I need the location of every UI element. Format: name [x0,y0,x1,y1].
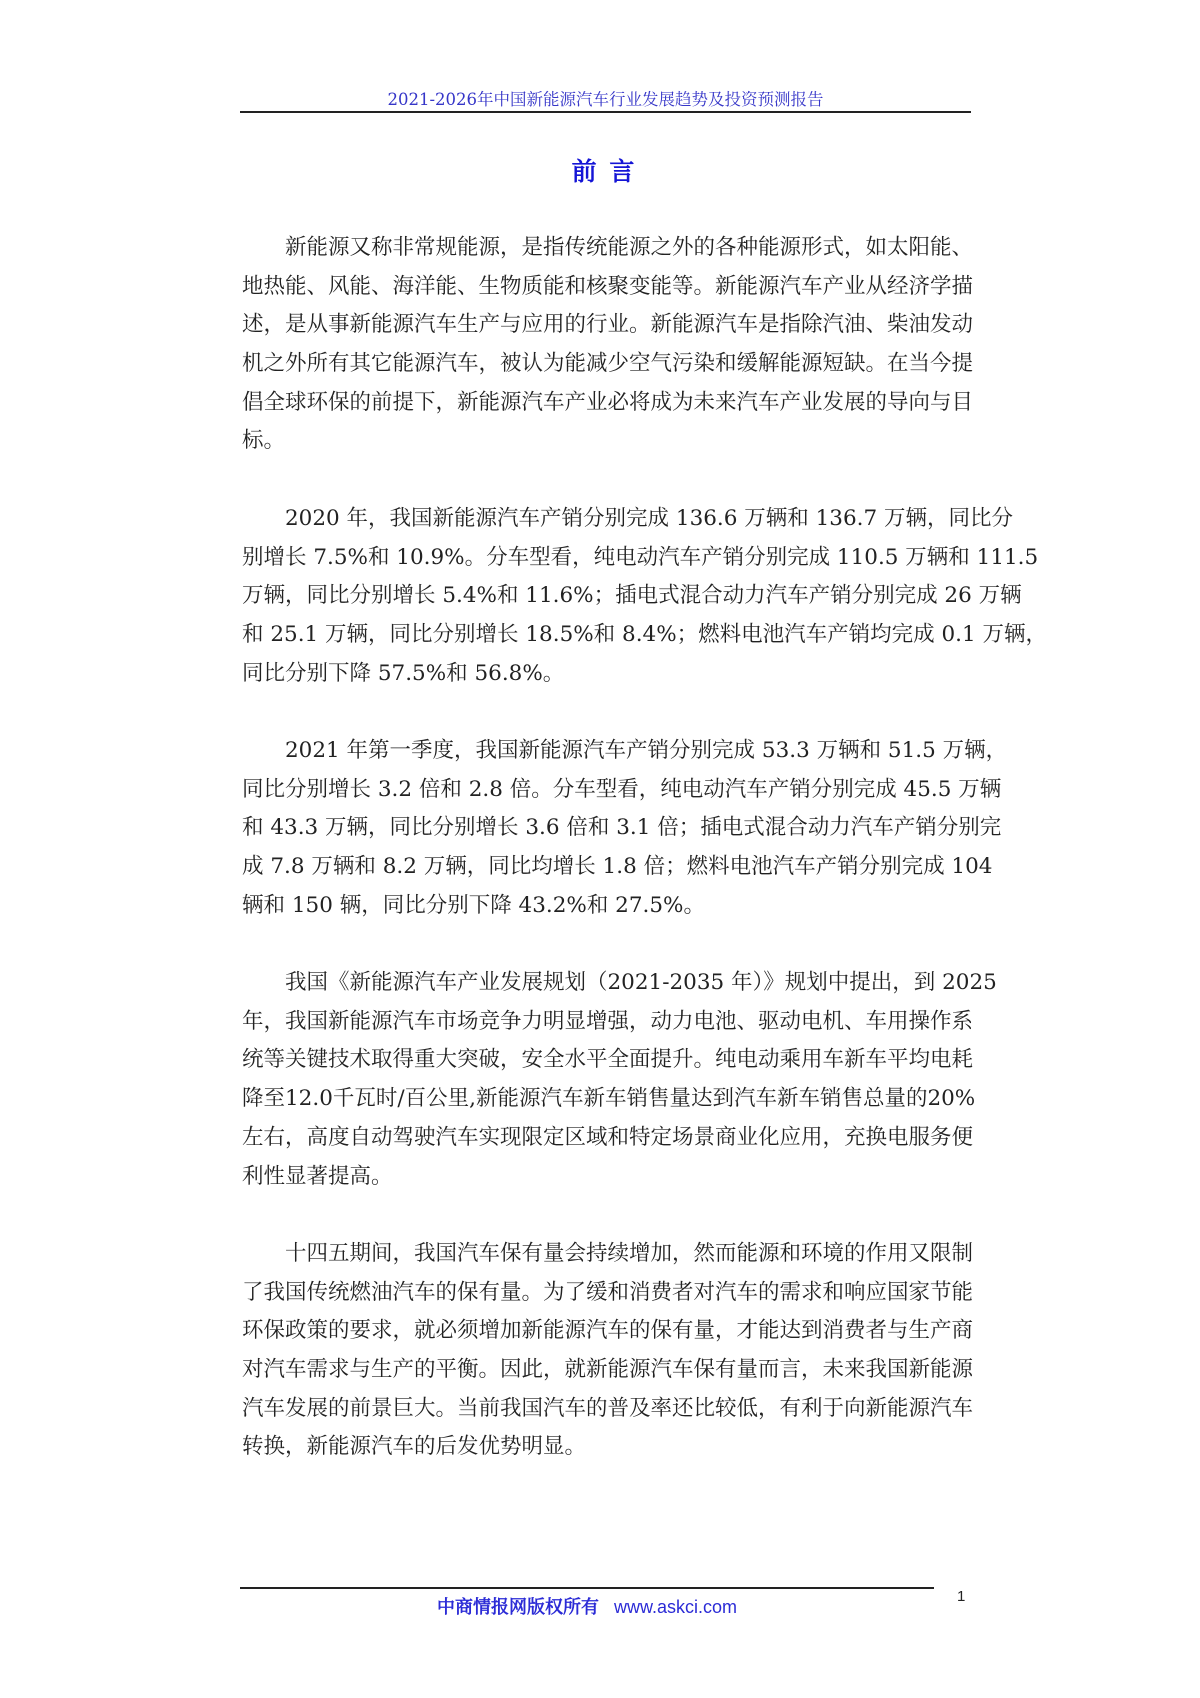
paragraph-line: 述，是从事新能源汽车生产与应用的行业。新能源汽车是指除汽油、柴油发动 [242,312,974,338]
footer-divider [240,1587,934,1589]
paragraph [242,229,974,461]
paragraph-line: 了我国传统燃油汽车的保有量。为了缓和消费者对汽车的需求和响应国家节能 [242,1279,974,1305]
paragraph-line: 别增长 7.5%和 10.9%。分车型看，纯电动汽车产销分别完成 110.5 万辆和 111.5 [242,544,1039,570]
paragraph-line: 对汽车需求与生产的平衡。因此，就新能源汽车保有量而言，未来我国新能源 [242,1356,974,1382]
paragraph-line: 和 43.3 万辆，同比分别增长 3.6 倍和 3.1 倍；插电式混合动力汽车产销分别完 [242,815,1002,841]
paragraph [242,500,1047,693]
running-header: 2021-2026年中国新能源汽车行业发展趋势及投资预测报告 [387,90,824,109]
footer-url-link[interactable]: www.askci.com [613,1597,738,1617]
page-number: 1 [957,1588,966,1605]
paragraph-line: 倡全球环保的前提下，新能源汽车产业必将成为未来汽车产业发展的导向与目 [242,389,974,415]
paragraph-line: 2021 年第一季度，我国新能源汽车产销分别完成 53.3 万辆和 51.5 万辆， [285,737,1008,763]
paragraph-line: 辆和 150 辆，同比分别下降 43.2%和 27.5%。 [242,892,705,918]
paragraph-line: 利性显著提高。 [242,1163,393,1189]
paragraph-line: 年，我国新能源汽车市场竞争力明显增强，动力电池、驱动电机、车用操作系 [242,1008,974,1034]
document-body [242,229,1047,1506]
paragraph-line: 万辆，同比分别增长 5.4%和 11.6%；插电式混合动力汽车产销分别完成 26 万辆 [242,583,1022,609]
paragraph-line: 统等关键技术取得重大突破，安全水平全面提升。纯电动乘用车新车平均电耗 [242,1047,974,1073]
footer [240,1593,934,1619]
paragraph [242,1235,974,1467]
paragraph-line: 成 7.8 万辆和 8.2 万辆，同比均增长 1.8 倍；燃料电池汽车产销分别完成 104 [242,854,993,879]
paragraph [242,732,1008,925]
paragraph-line: 同比分别增长 3.2 倍和 2.8 倍。分车型看，纯电动汽车产销分别完成 45.5 万辆 [242,776,1002,802]
paragraph-line: 标。 [242,428,286,454]
paragraph-line: 十四五期间，我国汽车保有量会持续增加，然而能源和环境的作用又限制 [285,1240,974,1266]
paragraph-line: 同比分别下降 57.5%和 56.8%。 [242,660,565,686]
footer-copyright: 中商情报网版权所有 [436,1597,599,1617]
paragraph-line: 转换，新能源汽车的后发优势明显。 [242,1434,587,1460]
section-title: 前 言 [571,157,637,186]
paragraph-line: 机之外所有其它能源汽车，被认为能减少空气污染和缓解能源短缺。在当今提 [242,351,974,377]
paragraph-line: 环保政策的要求，就必须增加新能源汽车的保有量，才能达到消费者与生产商 [242,1318,974,1344]
paragraph-line: 新能源又称非常规能源，是指传统能源之外的各种能源形式，如太阳能、 [285,235,974,260]
paragraph [242,964,997,1196]
header-divider [240,111,971,113]
paragraph-line: 和 25.1 万辆，同比分别增长 18.5%和 8.4%；燃料电池汽车产销均完成 0.1 万辆， [242,621,1047,647]
paragraph-line: 我国《新能源汽车产业发展规划（2021-2035 年）》规划中提出，到 2025 [285,970,997,996]
paragraph-line: 汽车发展的前景巨大。当前我国汽车的普及率还比较低，有利于向新能源汽车 [242,1395,974,1421]
paragraph-line: 2020 年，我国新能源汽车产销分别完成 136.6 万辆和 136.7 万辆，同比分 [285,505,1013,531]
paragraph-line: 地热能、风能、海洋能、生物质能和核聚变能等。新能源汽车产业从经济学描 [242,273,974,299]
paragraph-line: 左右，高度自动驾驶汽车实现限定区域和特定场景商业化应用，充换电服务便 [242,1124,974,1150]
paragraph-line: 降至12.0千瓦时/百公里,新能源汽车新车销售量达到汽车新车销售总量的20% [242,1086,976,1112]
